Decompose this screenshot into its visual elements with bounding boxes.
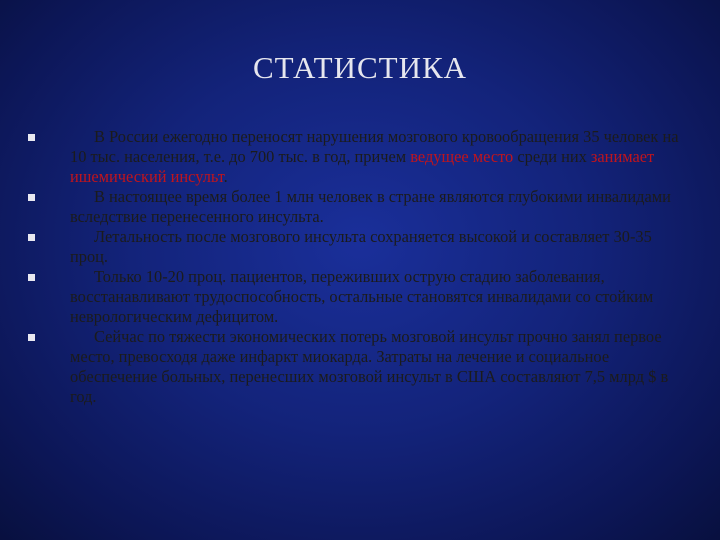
bullet-text-segment: В настоящее время более 1 млн человек в стране являются глубокими инвалидами вследствие перенесенного инсульта. <box>70 187 671 226</box>
square-bullet-icon <box>28 194 35 201</box>
bullet-list <box>28 127 683 407</box>
highlight-text: ведущее место <box>410 147 514 166</box>
square-bullet-icon <box>28 134 35 141</box>
square-bullet-icon <box>28 234 35 241</box>
bullet-text-segment: Только 10-20 проц. пациентов, переживших острую стадию заболевания, восстанавливают трудоспособность, остальные становятся инвалидами со стойким неврологическим дефицитом. <box>70 267 654 326</box>
bullet-text-segment: . <box>223 167 228 186</box>
square-bullet-icon <box>28 274 35 281</box>
bullet-item-4 <box>28 267 683 327</box>
bullet-text-segment: среди них <box>513 147 591 166</box>
square-bullet-icon <box>28 334 35 341</box>
bullet-item-3 <box>28 227 683 267</box>
bullet-text-segment: Сейчас по тяжести экономических потерь мозговой инсульт прочно занял первое место, превосходя даже инфаркт миокарда. Затраты на лечение и социальное обеспечение больных, перенесших мозговой инсульт в США составляют 7,5 млрд $ в год. <box>70 327 669 406</box>
slide-title: СТАТИСТИКА <box>252 50 468 85</box>
bullet-text-segment: В России ежегодно переносят нарушения мозгового кровообращения 35 человек на 10 тыс. населения, т.е. до 700 тыс. в год, причем <box>70 127 679 166</box>
bullet-text-segment: Летальность после мозгового инсульта сохраняется высокой и составляет 30-35 проц. <box>70 227 652 266</box>
highlight-text: занимает ишемический инсульт <box>70 147 655 186</box>
bullet-item-2 <box>28 187 683 227</box>
bullet-item-5 <box>28 327 683 407</box>
bullet-item-1 <box>28 127 683 187</box>
